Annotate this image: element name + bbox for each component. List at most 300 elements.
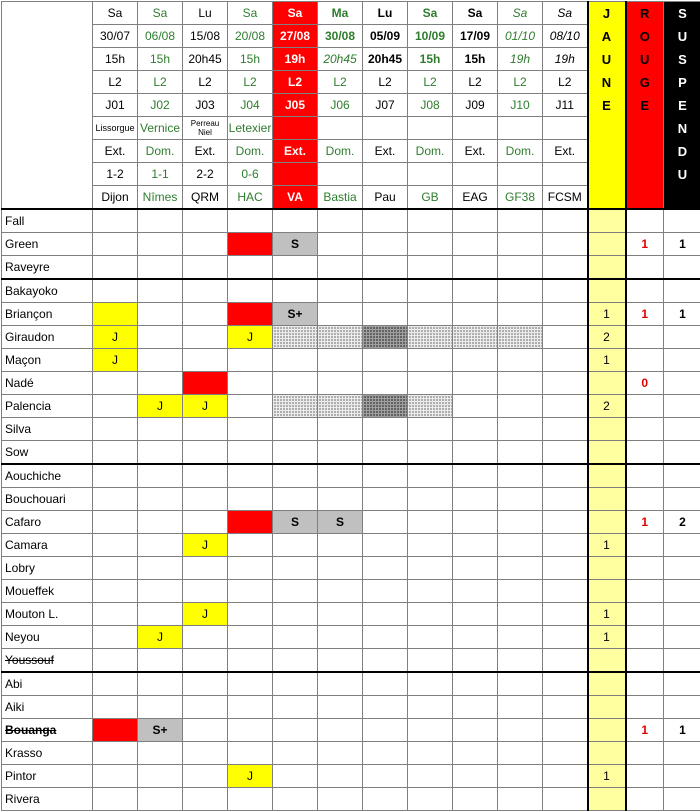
match-cell bbox=[318, 580, 363, 603]
player-row bbox=[2, 464, 700, 488]
player-name: Lobry bbox=[2, 557, 93, 580]
match-referee bbox=[498, 117, 543, 140]
player-name: Moueffek bbox=[2, 580, 93, 603]
match-cell bbox=[273, 580, 318, 603]
match-score bbox=[318, 163, 363, 186]
match-time: 15h bbox=[138, 48, 183, 71]
yellow-card-count: 1 bbox=[588, 626, 626, 649]
match-cell bbox=[228, 395, 273, 418]
match-cell bbox=[183, 488, 228, 511]
red-card-count bbox=[626, 209, 664, 233]
suspension-count: 1 bbox=[664, 233, 700, 256]
match-cell bbox=[93, 626, 138, 649]
match-cell bbox=[228, 603, 273, 626]
match-cell bbox=[453, 395, 498, 418]
match-cell bbox=[543, 649, 588, 673]
red-card-count bbox=[626, 603, 664, 626]
match-cell bbox=[93, 765, 138, 788]
match-cell bbox=[93, 742, 138, 765]
match-cell bbox=[93, 372, 138, 395]
match-cell bbox=[453, 418, 498, 441]
match-cell bbox=[93, 418, 138, 441]
player-row bbox=[2, 418, 700, 441]
match-cell bbox=[138, 303, 183, 326]
match-round: J07 bbox=[363, 94, 408, 117]
match-cell bbox=[543, 209, 588, 233]
match-cell bbox=[453, 303, 498, 326]
match-cell bbox=[363, 557, 408, 580]
yellow-card-count bbox=[588, 441, 626, 465]
match-cell bbox=[228, 626, 273, 649]
match-cell bbox=[543, 580, 588, 603]
suspension-count bbox=[664, 395, 700, 418]
match-cell bbox=[363, 603, 408, 626]
match-day: Sa bbox=[408, 2, 453, 25]
player-row bbox=[2, 372, 700, 395]
match-venue: Dom. bbox=[498, 140, 543, 163]
match-date: 27/08 bbox=[273, 25, 318, 48]
red-card-count bbox=[626, 441, 664, 465]
yellow-card-count bbox=[588, 372, 626, 395]
match-cell bbox=[318, 557, 363, 580]
player-name: Briançon bbox=[2, 303, 93, 326]
match-score: 1-2 bbox=[93, 163, 138, 186]
match-opponent: Pau bbox=[363, 186, 408, 210]
match-date: 15/08 bbox=[183, 25, 228, 48]
match-cell bbox=[273, 441, 318, 465]
player-row bbox=[2, 209, 700, 233]
match-cell bbox=[498, 256, 543, 280]
match-time: 19h bbox=[273, 48, 318, 71]
match-cell bbox=[93, 580, 138, 603]
match-cell bbox=[273, 719, 318, 742]
match-cell bbox=[273, 488, 318, 511]
match-cell bbox=[543, 464, 588, 488]
match-date: 30/08 bbox=[318, 25, 363, 48]
match-cell bbox=[228, 649, 273, 673]
match-cell bbox=[273, 418, 318, 441]
match-cell bbox=[183, 418, 228, 441]
match-time: 15h bbox=[228, 48, 273, 71]
match-cell bbox=[408, 441, 453, 465]
match-cell bbox=[543, 765, 588, 788]
match-referee bbox=[408, 117, 453, 140]
match-cell bbox=[363, 303, 408, 326]
red-card-count bbox=[626, 557, 664, 580]
suspension-count bbox=[664, 372, 700, 395]
match-cell bbox=[453, 279, 498, 303]
match-cell bbox=[183, 742, 228, 765]
player-row bbox=[2, 511, 700, 534]
suspension-count bbox=[664, 696, 700, 719]
player-name: Giraudon bbox=[2, 326, 93, 349]
player-row bbox=[2, 719, 700, 742]
match-cell bbox=[273, 672, 318, 696]
red-card-count bbox=[626, 765, 664, 788]
red-card-count bbox=[626, 488, 664, 511]
match-cell bbox=[183, 441, 228, 465]
match-day: Sa bbox=[228, 2, 273, 25]
yellow-card-count: 1 bbox=[588, 303, 626, 326]
red-card-count bbox=[626, 349, 664, 372]
player-name: Silva bbox=[2, 418, 93, 441]
match-cell bbox=[273, 395, 318, 418]
match-cell bbox=[228, 788, 273, 811]
yellow-card-count bbox=[588, 488, 626, 511]
match-cell bbox=[408, 511, 453, 534]
match-cell bbox=[318, 719, 363, 742]
match-cell bbox=[138, 742, 183, 765]
match-cell bbox=[543, 349, 588, 372]
match-referee bbox=[273, 117, 318, 140]
player-row bbox=[2, 303, 700, 326]
match-venue: Ext. bbox=[273, 140, 318, 163]
yellow-card-count bbox=[588, 649, 626, 673]
match-cell: J bbox=[183, 395, 228, 418]
player-row bbox=[2, 441, 700, 465]
match-time: 20h45 bbox=[363, 48, 408, 71]
match-cell bbox=[453, 580, 498, 603]
match-cell bbox=[498, 418, 543, 441]
match-cell: S bbox=[273, 233, 318, 256]
match-cell: J bbox=[183, 534, 228, 557]
match-cell bbox=[273, 742, 318, 765]
player-name: Aiki bbox=[2, 696, 93, 719]
match-day: Lu bbox=[183, 2, 228, 25]
red-card-count: 1 bbox=[626, 233, 664, 256]
match-cell bbox=[93, 788, 138, 811]
player-row bbox=[2, 534, 700, 557]
match-cell bbox=[453, 765, 498, 788]
match-cell bbox=[408, 256, 453, 280]
player-row bbox=[2, 603, 700, 626]
match-cell bbox=[543, 279, 588, 303]
red-card-count bbox=[626, 279, 664, 303]
match-cell bbox=[273, 788, 318, 811]
match-opponent: Nîmes bbox=[138, 186, 183, 210]
red-card-count: 0 bbox=[626, 372, 664, 395]
suspension-count bbox=[664, 488, 700, 511]
match-cell bbox=[543, 534, 588, 557]
match-date: 20/08 bbox=[228, 25, 273, 48]
match-cell bbox=[498, 557, 543, 580]
player-name: Palencia bbox=[2, 395, 93, 418]
suspension-count bbox=[664, 256, 700, 280]
match-cell bbox=[453, 209, 498, 233]
match-cell bbox=[183, 765, 228, 788]
match-cell bbox=[453, 464, 498, 488]
yellow-card-count: 1 bbox=[588, 765, 626, 788]
match-cell bbox=[543, 326, 588, 349]
player-name: Bouchouari bbox=[2, 488, 93, 511]
match-referee: Perreau Niel bbox=[183, 117, 228, 140]
match-cell bbox=[138, 326, 183, 349]
red-card-count: 1 bbox=[626, 303, 664, 326]
match-cell bbox=[138, 511, 183, 534]
suspension-count bbox=[664, 580, 700, 603]
match-cell bbox=[498, 742, 543, 765]
match-round: J11 bbox=[543, 94, 588, 117]
match-cell bbox=[183, 303, 228, 326]
match-cell bbox=[318, 279, 363, 303]
match-cell bbox=[498, 580, 543, 603]
player-row bbox=[2, 349, 700, 372]
yellow-card-count bbox=[588, 742, 626, 765]
match-cell bbox=[363, 418, 408, 441]
rouge-header: R O U G E bbox=[626, 2, 664, 210]
match-cell bbox=[408, 326, 453, 349]
red-card-count bbox=[626, 696, 664, 719]
match-cell bbox=[363, 326, 408, 349]
match-cell bbox=[318, 418, 363, 441]
match-cell bbox=[93, 511, 138, 534]
match-score bbox=[273, 163, 318, 186]
suspension-count bbox=[664, 672, 700, 696]
player-name: Neyou bbox=[2, 626, 93, 649]
match-cell bbox=[363, 488, 408, 511]
suspension-count bbox=[664, 534, 700, 557]
match-cell bbox=[453, 719, 498, 742]
red-card-count bbox=[626, 418, 664, 441]
match-cell bbox=[453, 349, 498, 372]
match-cell: J bbox=[93, 326, 138, 349]
match-score: 2-2 bbox=[183, 163, 228, 186]
match-cell bbox=[543, 372, 588, 395]
red-card-count bbox=[626, 626, 664, 649]
match-cell bbox=[273, 534, 318, 557]
suspension-count bbox=[664, 349, 700, 372]
match-cell bbox=[453, 511, 498, 534]
match-cell bbox=[138, 349, 183, 372]
match-cell bbox=[273, 279, 318, 303]
suspension-count bbox=[664, 788, 700, 811]
suspension-count: 1 bbox=[664, 303, 700, 326]
match-time: 19h bbox=[498, 48, 543, 71]
match-cell: J bbox=[183, 603, 228, 626]
match-day: Sa bbox=[93, 2, 138, 25]
match-league: L2 bbox=[318, 71, 363, 94]
corner-cell bbox=[2, 2, 93, 210]
match-cell bbox=[498, 765, 543, 788]
suspension-count: 2 bbox=[664, 511, 700, 534]
match-referee: Lissorgue bbox=[93, 117, 138, 140]
match-cell bbox=[318, 349, 363, 372]
match-cell bbox=[138, 256, 183, 280]
player-name: Camara bbox=[2, 534, 93, 557]
match-cell bbox=[363, 372, 408, 395]
match-date: 17/09 bbox=[453, 25, 498, 48]
match-cell bbox=[228, 719, 273, 742]
red-card-count bbox=[626, 464, 664, 488]
match-cell: J bbox=[138, 395, 183, 418]
yellow-card-count bbox=[588, 209, 626, 233]
match-league: L2 bbox=[408, 71, 453, 94]
match-cell bbox=[363, 788, 408, 811]
match-cell bbox=[228, 418, 273, 441]
match-cell bbox=[408, 488, 453, 511]
match-referee: Letexier bbox=[228, 117, 273, 140]
match-cell bbox=[498, 209, 543, 233]
match-cell bbox=[183, 788, 228, 811]
match-league: L2 bbox=[93, 71, 138, 94]
match-cell bbox=[408, 788, 453, 811]
match-cell bbox=[453, 441, 498, 465]
match-cell bbox=[228, 511, 273, 534]
match-cell bbox=[498, 303, 543, 326]
match-cell bbox=[408, 303, 453, 326]
match-venue: Ext. bbox=[363, 140, 408, 163]
match-cell bbox=[453, 372, 498, 395]
match-opponent: GB bbox=[408, 186, 453, 210]
yellow-card-count bbox=[588, 580, 626, 603]
match-cell: J bbox=[228, 765, 273, 788]
yellow-card-count bbox=[588, 464, 626, 488]
match-cell bbox=[273, 256, 318, 280]
match-date: 01/10 bbox=[498, 25, 543, 48]
match-date: 06/08 bbox=[138, 25, 183, 48]
match-cell bbox=[543, 488, 588, 511]
match-cell bbox=[93, 672, 138, 696]
match-cell bbox=[408, 626, 453, 649]
match-cell bbox=[273, 557, 318, 580]
match-date: 08/10 bbox=[543, 25, 588, 48]
match-cell bbox=[453, 788, 498, 811]
match-date: 30/07 bbox=[93, 25, 138, 48]
match-time: 15h bbox=[93, 48, 138, 71]
match-venue: Ext. bbox=[93, 140, 138, 163]
match-cell bbox=[408, 765, 453, 788]
red-card-count bbox=[626, 395, 664, 418]
match-opponent: GF38 bbox=[498, 186, 543, 210]
match-cell bbox=[138, 672, 183, 696]
match-cell bbox=[363, 233, 408, 256]
match-cell bbox=[93, 256, 138, 280]
match-cell bbox=[498, 626, 543, 649]
match-cell bbox=[183, 233, 228, 256]
player-name: Raveyre bbox=[2, 256, 93, 280]
match-cell bbox=[363, 256, 408, 280]
match-cell bbox=[183, 511, 228, 534]
match-cell bbox=[498, 395, 543, 418]
player-row bbox=[2, 765, 700, 788]
match-day: Ma bbox=[318, 2, 363, 25]
match-cell bbox=[543, 233, 588, 256]
match-cell bbox=[453, 256, 498, 280]
suspension-count: 1 bbox=[664, 719, 700, 742]
match-league: L2 bbox=[453, 71, 498, 94]
player-name: Rivera bbox=[2, 788, 93, 811]
match-cell bbox=[318, 765, 363, 788]
suspension-count bbox=[664, 603, 700, 626]
match-cell bbox=[453, 603, 498, 626]
match-cell bbox=[273, 765, 318, 788]
jaune-header: J A U N E bbox=[588, 2, 626, 210]
match-cell bbox=[318, 649, 363, 673]
match-cell bbox=[318, 788, 363, 811]
match-cell bbox=[453, 649, 498, 673]
match-day: Sa bbox=[138, 2, 183, 25]
red-card-count bbox=[626, 672, 664, 696]
discipline-table bbox=[1, 1, 700, 811]
match-cell bbox=[93, 395, 138, 418]
match-cell bbox=[408, 696, 453, 719]
match-venue: Ext. bbox=[453, 140, 498, 163]
player-name: Sow bbox=[2, 441, 93, 465]
match-cell bbox=[363, 441, 408, 465]
match-cell bbox=[93, 719, 138, 742]
match-cell bbox=[408, 279, 453, 303]
match-referee bbox=[453, 117, 498, 140]
match-cell bbox=[93, 534, 138, 557]
player-name: Nadé bbox=[2, 372, 93, 395]
match-round: J06 bbox=[318, 94, 363, 117]
match-cell bbox=[363, 580, 408, 603]
match-cell bbox=[93, 696, 138, 719]
match-cell bbox=[138, 603, 183, 626]
match-cell bbox=[498, 349, 543, 372]
match-cell bbox=[318, 209, 363, 233]
match-cell bbox=[228, 464, 273, 488]
match-cell bbox=[498, 534, 543, 557]
match-cell bbox=[543, 603, 588, 626]
match-cell bbox=[93, 209, 138, 233]
match-cell bbox=[138, 557, 183, 580]
yellow-card-count bbox=[588, 557, 626, 580]
red-card-count bbox=[626, 742, 664, 765]
match-cell bbox=[138, 464, 183, 488]
yellow-card-count bbox=[588, 672, 626, 696]
yellow-card-count bbox=[588, 511, 626, 534]
match-cell bbox=[408, 372, 453, 395]
match-cell bbox=[318, 534, 363, 557]
player-row bbox=[2, 488, 700, 511]
match-cell bbox=[183, 464, 228, 488]
match-cell bbox=[498, 326, 543, 349]
player-row bbox=[2, 279, 700, 303]
match-cell bbox=[408, 742, 453, 765]
player-row bbox=[2, 580, 700, 603]
match-cell bbox=[498, 372, 543, 395]
match-cell bbox=[408, 603, 453, 626]
match-cell bbox=[273, 464, 318, 488]
match-cell bbox=[543, 395, 588, 418]
match-referee bbox=[543, 117, 588, 140]
match-venue: Dom. bbox=[318, 140, 363, 163]
match-cell bbox=[363, 696, 408, 719]
yellow-card-count: 1 bbox=[588, 603, 626, 626]
match-cell bbox=[93, 233, 138, 256]
match-cell bbox=[498, 488, 543, 511]
match-cell bbox=[498, 603, 543, 626]
match-cell bbox=[453, 626, 498, 649]
match-cell bbox=[363, 511, 408, 534]
match-cell bbox=[363, 464, 408, 488]
match-opponent: FCSM bbox=[543, 186, 588, 210]
match-league: L2 bbox=[273, 71, 318, 94]
player-row bbox=[2, 233, 700, 256]
match-cell bbox=[183, 256, 228, 280]
match-cell bbox=[273, 209, 318, 233]
match-cell bbox=[543, 696, 588, 719]
match-cell bbox=[453, 534, 498, 557]
yellow-card-count: 1 bbox=[588, 534, 626, 557]
player-row bbox=[2, 326, 700, 349]
match-cell bbox=[228, 372, 273, 395]
match-cell bbox=[363, 395, 408, 418]
match-round: J10 bbox=[498, 94, 543, 117]
match-cell bbox=[408, 557, 453, 580]
match-round: J03 bbox=[183, 94, 228, 117]
